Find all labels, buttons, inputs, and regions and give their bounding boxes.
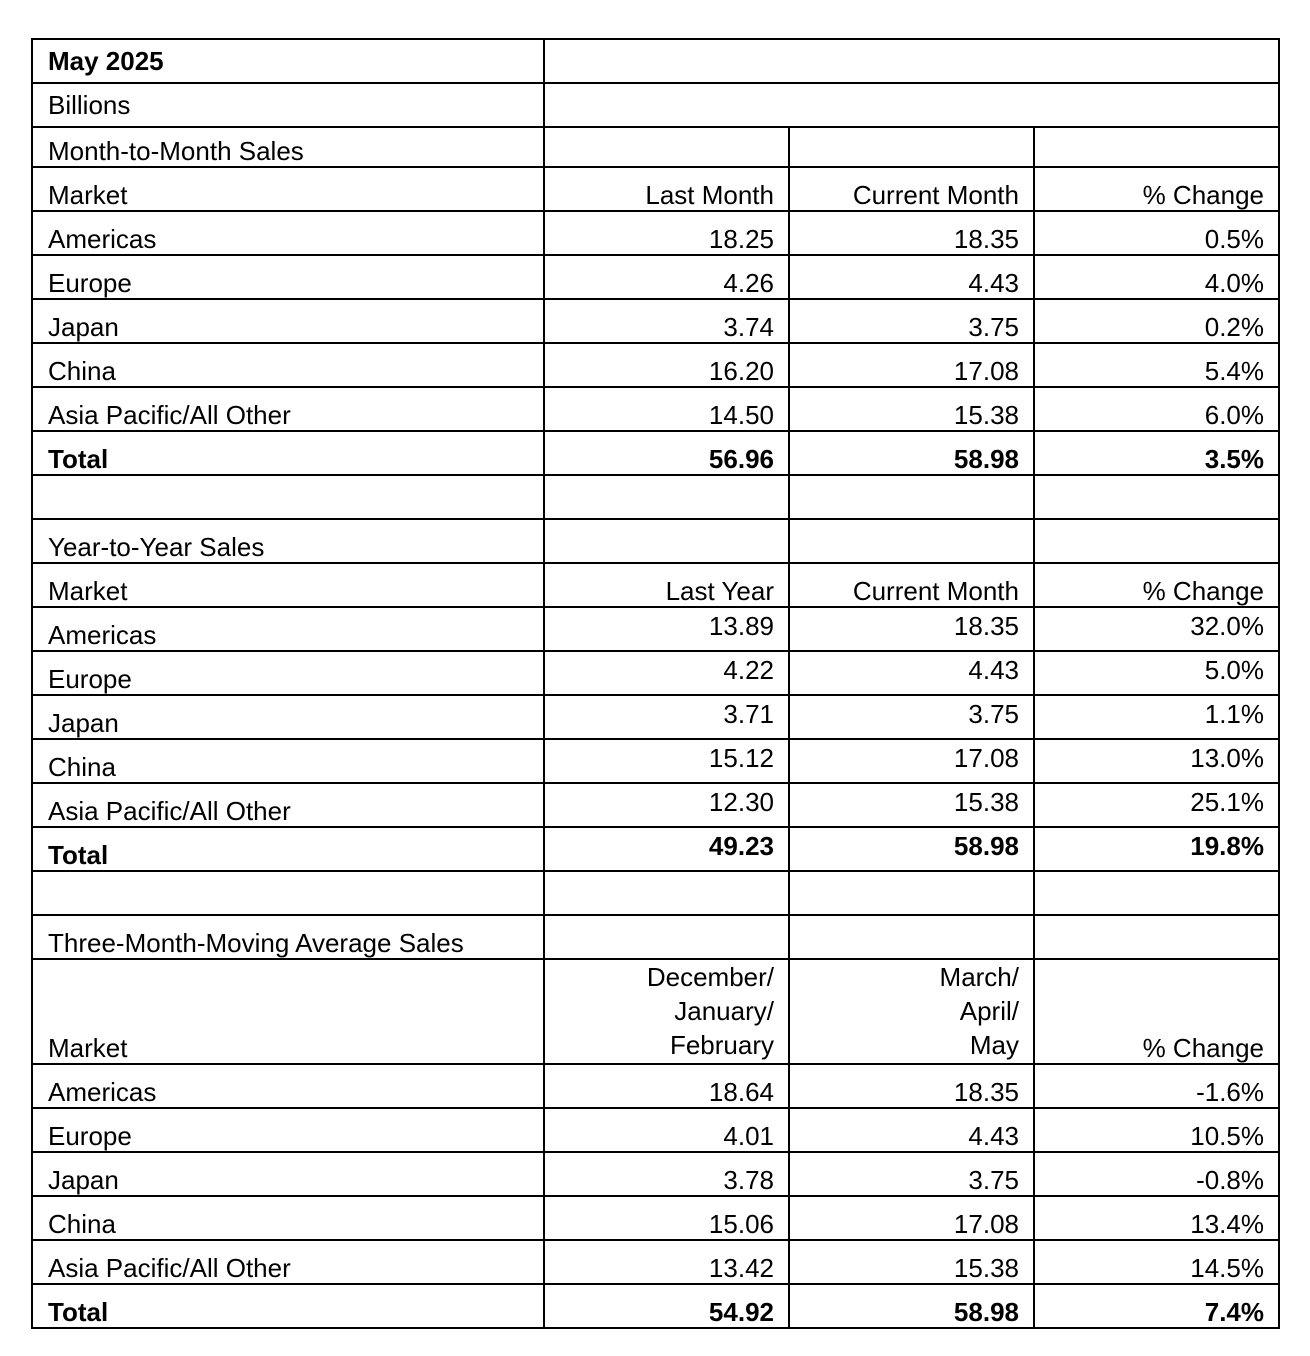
total-label: Total: [32, 827, 544, 871]
column-header: Current Month: [789, 167, 1034, 211]
blank-cell: [1034, 519, 1279, 563]
spacer-cell: [789, 871, 1034, 915]
title-blank-cell: [544, 39, 1279, 83]
column-header-market: Market: [32, 563, 544, 607]
total-value: 7.4%: [1034, 1284, 1279, 1328]
section-title: Year-to-Year Sales: [32, 519, 544, 563]
blank-cell: [1034, 915, 1279, 959]
value-cell: 17.08: [789, 1196, 1034, 1240]
market-cell: Americas: [32, 1064, 544, 1108]
total-label: Total: [32, 431, 544, 475]
total-value: 54.92: [544, 1284, 789, 1328]
value-cell: 6.0%: [1034, 387, 1279, 431]
value-cell: 15.12: [544, 739, 789, 783]
market-cell: Japan: [32, 299, 544, 343]
column-header: Last Month: [544, 167, 789, 211]
value-cell: 10.5%: [1034, 1108, 1279, 1152]
market-cell: China: [32, 343, 544, 387]
market-cell: Europe: [32, 1108, 544, 1152]
value-cell: 3.71: [544, 695, 789, 739]
blank-cell: [1034, 127, 1279, 167]
spacer-cell: [789, 475, 1034, 519]
total-value: 19.8%: [1034, 827, 1279, 871]
sales-table: [31, 38, 1280, 1329]
market-cell: Europe: [32, 651, 544, 695]
market-cell: China: [32, 1196, 544, 1240]
total-label: Total: [32, 1284, 544, 1328]
blank-cell: [789, 519, 1034, 563]
column-header: % Change: [1034, 167, 1279, 211]
value-cell: 3.74: [544, 299, 789, 343]
value-cell: 15.06: [544, 1196, 789, 1240]
value-cell: -1.6%: [1034, 1064, 1279, 1108]
value-cell: 15.38: [789, 783, 1034, 827]
value-cell: 4.43: [789, 1108, 1034, 1152]
value-cell: 18.25: [544, 211, 789, 255]
blank-cell: [544, 519, 789, 563]
column-header: December/ January/ February: [544, 959, 789, 1064]
section-title: Three-Month-Moving Average Sales: [32, 915, 544, 959]
market-cell: Asia Pacific/All Other: [32, 783, 544, 827]
value-cell: 13.0%: [1034, 739, 1279, 783]
column-header: % Change: [1034, 959, 1279, 1064]
column-header: % Change: [1034, 563, 1279, 607]
market-cell: Japan: [32, 695, 544, 739]
value-cell: 32.0%: [1034, 607, 1279, 651]
spacer-cell: [1034, 871, 1279, 915]
blank-cell: [789, 915, 1034, 959]
column-header: Last Year: [544, 563, 789, 607]
spacer-cell: [1034, 475, 1279, 519]
value-cell: 25.1%: [1034, 783, 1279, 827]
value-cell: 3.75: [789, 1152, 1034, 1196]
value-cell: 4.0%: [1034, 255, 1279, 299]
unit-blank-cell: [544, 83, 1279, 127]
blank-cell: [544, 915, 789, 959]
value-cell: 12.30: [544, 783, 789, 827]
total-value: 56.96: [544, 431, 789, 475]
value-cell: 4.01: [544, 1108, 789, 1152]
spacer-cell: [544, 871, 789, 915]
blank-cell: [544, 127, 789, 167]
column-header-market: Market: [32, 167, 544, 211]
spacer-cell: [32, 475, 544, 519]
value-cell: 18.35: [789, 607, 1034, 651]
market-cell: China: [32, 739, 544, 783]
value-cell: 18.35: [789, 211, 1034, 255]
spacer-cell: [32, 871, 544, 915]
value-cell: 18.64: [544, 1064, 789, 1108]
market-cell: Europe: [32, 255, 544, 299]
value-cell: 13.4%: [1034, 1196, 1279, 1240]
value-cell: 17.08: [789, 739, 1034, 783]
total-value: 58.98: [789, 431, 1034, 475]
value-cell: 1.1%: [1034, 695, 1279, 739]
market-cell: Asia Pacific/All Other: [32, 387, 544, 431]
market-cell: Americas: [32, 607, 544, 651]
value-cell: 13.42: [544, 1240, 789, 1284]
value-cell: 4.43: [789, 651, 1034, 695]
value-cell: 5.4%: [1034, 343, 1279, 387]
value-cell: -0.8%: [1034, 1152, 1279, 1196]
value-cell: 3.75: [789, 299, 1034, 343]
value-cell: 3.78: [544, 1152, 789, 1196]
value-cell: 14.5%: [1034, 1240, 1279, 1284]
value-cell: 15.38: [789, 1240, 1034, 1284]
market-cell: Asia Pacific/All Other: [32, 1240, 544, 1284]
column-header: March/ April/ May: [789, 959, 1034, 1064]
market-cell: Americas: [32, 211, 544, 255]
unit-label: Billions: [32, 83, 544, 127]
value-cell: 0.5%: [1034, 211, 1279, 255]
value-cell: 4.26: [544, 255, 789, 299]
value-cell: 16.20: [544, 343, 789, 387]
total-value: 58.98: [789, 1284, 1034, 1328]
sales-report-sheet: [31, 38, 1280, 1329]
market-cell: Japan: [32, 1152, 544, 1196]
value-cell: 4.43: [789, 255, 1034, 299]
value-cell: 5.0%: [1034, 651, 1279, 695]
value-cell: 3.75: [789, 695, 1034, 739]
blank-cell: [789, 127, 1034, 167]
column-header-market: Market: [32, 959, 544, 1064]
value-cell: 4.22: [544, 651, 789, 695]
value-cell: 0.2%: [1034, 299, 1279, 343]
total-value: 3.5%: [1034, 431, 1279, 475]
value-cell: 18.35: [789, 1064, 1034, 1108]
total-value: 58.98: [789, 827, 1034, 871]
section-title: Month-to-Month Sales: [32, 127, 544, 167]
value-cell: 15.38: [789, 387, 1034, 431]
column-header: Current Month: [789, 563, 1034, 607]
value-cell: 13.89: [544, 607, 789, 651]
report-title: May 2025: [32, 39, 544, 83]
total-value: 49.23: [544, 827, 789, 871]
spacer-cell: [544, 475, 789, 519]
value-cell: 17.08: [789, 343, 1034, 387]
value-cell: 14.50: [544, 387, 789, 431]
